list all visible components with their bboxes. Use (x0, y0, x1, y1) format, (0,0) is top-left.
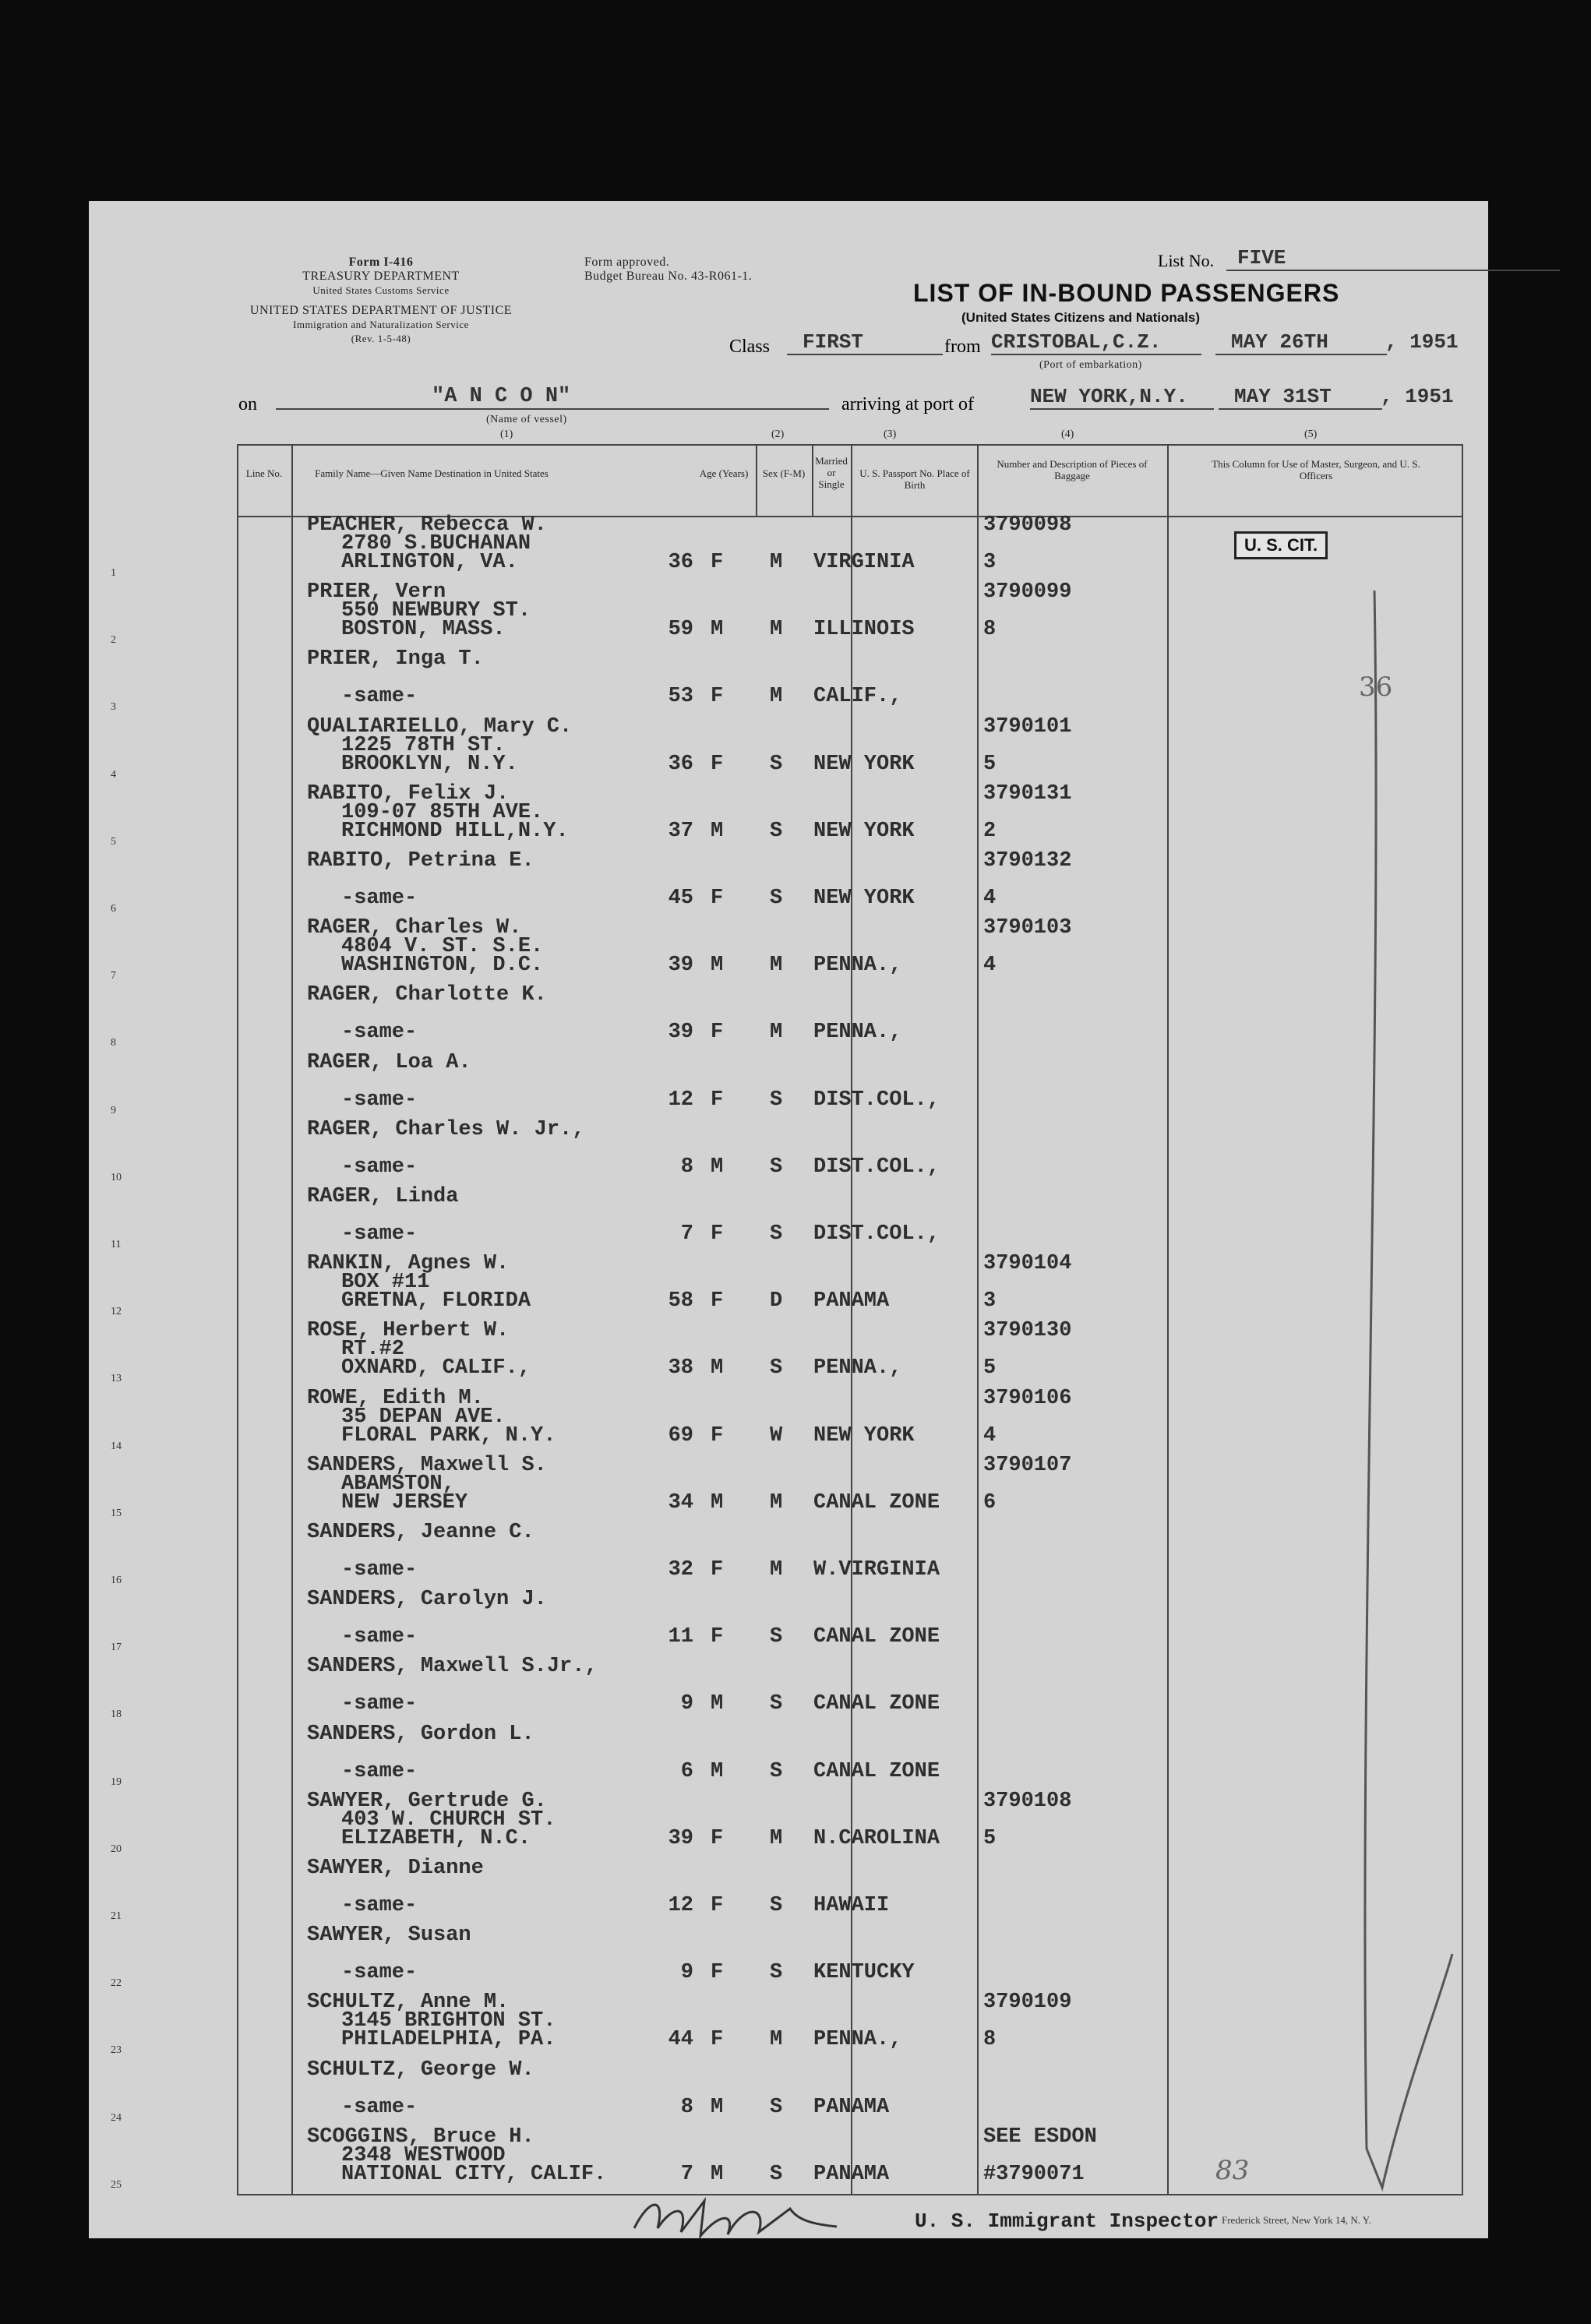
sex: F (711, 1894, 724, 1917)
inspector-signature (626, 2189, 845, 2244)
line-number: 3 (111, 701, 116, 714)
place-of-birth: W.VIRGINIA (813, 1558, 940, 1582)
address-street: 2348 WESTWOOD (341, 2143, 506, 2167)
ins-service: Immigration and Naturalization Service (293, 319, 469, 330)
address-city: PHILADELPHIA, PA. (341, 2028, 556, 2052)
place-of-birth: NEW YORK (813, 887, 915, 910)
header-age: Age (Years) (699, 467, 749, 479)
age: 6 (680, 1759, 693, 1783)
sex: F (711, 1558, 724, 1582)
line-number: 14 (111, 1440, 122, 1452)
column-number-3: (3) (884, 428, 897, 440)
baggage-pieces: 8 (983, 2028, 997, 2052)
address-city: -same- (341, 2095, 418, 2119)
baggage-tag: SEE ESDON (983, 2125, 1097, 2149)
baggage-pieces: 4 (983, 954, 997, 978)
address-street: 1225 78TH ST. (341, 733, 506, 757)
passenger-name: SANDERS, Gordon L. (307, 1722, 534, 1746)
manifest-page (89, 201, 1488, 2238)
form-revision: (Rev. 1-5-48) (351, 333, 411, 344)
place-of-birth: PANAMA (813, 1289, 890, 1314)
marital-status: S (770, 1625, 783, 1649)
marital-status: S (770, 1222, 783, 1246)
line-number: 9 (111, 1104, 116, 1116)
age: 9 (680, 1692, 693, 1716)
place-of-birth: NEW YORK (813, 1423, 915, 1448)
sex: M (711, 2095, 724, 2119)
place-of-birth: CALIF., (813, 685, 902, 709)
vessel-name: "A N C O N" (276, 385, 829, 410)
marital-status: M (770, 1558, 783, 1582)
passenger-name: SCHULTZ, Anne M. (307, 1991, 510, 2015)
line-number: 7 (111, 970, 116, 982)
age: 8 (680, 2095, 693, 2119)
address-city: -same- (341, 1759, 418, 1783)
arrival-year: , 1951 (1381, 385, 1454, 408)
marital-status: S (770, 1356, 783, 1381)
age: 45 (668, 887, 693, 910)
on-label: on (238, 394, 257, 414)
baggage-tag: 3790131 (983, 781, 1072, 806)
age: 11 (668, 1625, 693, 1649)
place-of-birth: CANAL ZONE (813, 1625, 940, 1649)
embark-caption: (Port of embarkation) (1039, 359, 1142, 371)
baggage-pieces: 4 (983, 1423, 997, 1448)
sex: M (711, 1155, 724, 1179)
passenger-name: PEACHER, Rebecca W. (307, 513, 547, 537)
age: 8 (680, 1155, 693, 1179)
column-number-5: (5) (1304, 428, 1318, 440)
marital-status: D (770, 1289, 783, 1314)
address-city: NATIONAL CITY, CALIF. (341, 2162, 607, 2186)
baggage-pieces: 2 (983, 819, 997, 843)
pencil-total: 83 (1215, 2155, 1250, 2186)
embark-port: CRISTOBAL,C.Z. (991, 330, 1201, 355)
marital-status: M (770, 618, 783, 642)
address-street: 3145 BRIGHTON ST. (341, 2009, 556, 2033)
sex: M (711, 819, 724, 843)
passenger-name: PRIER, Inga T. (307, 647, 484, 672)
marital-status: M (770, 1021, 783, 1045)
place-of-birth: PENNA., (813, 2028, 902, 2052)
address-city: OXNARD, CALIF., (341, 1356, 531, 1381)
address-street: RT.#2 (341, 1338, 405, 1362)
baggage-tag: 3790106 (983, 1386, 1072, 1410)
header-married: Married or Single (815, 455, 848, 490)
list-number-label: List No. (1158, 251, 1215, 270)
passenger-name: RAGER, Charlotte K. (307, 983, 547, 1007)
address-city: NEW JERSEY (341, 1490, 468, 1515)
age: 53 (668, 685, 693, 709)
column-number-1: (1) (500, 428, 513, 440)
age: 7 (680, 2162, 693, 2186)
sex: F (711, 1625, 724, 1649)
passenger-name: SAWYER, Susan (307, 1924, 471, 1948)
header-passport: U. S. Passport No. Place of Birth (859, 467, 970, 491)
address-street: 4804 V. ST. S.E. (341, 935, 544, 959)
sex: F (711, 1088, 724, 1112)
passenger-name: SAWYER, Dianne (307, 1857, 484, 1880)
place-of-birth: NEW YORK (813, 752, 915, 776)
age: 37 (668, 819, 693, 843)
address-city: -same- (341, 1088, 418, 1112)
marital-status: M (770, 1826, 783, 1850)
sex: F (711, 887, 724, 910)
passenger-name: RAGER, Charles W. Jr., (307, 1117, 585, 1141)
passenger-name: ROWE, Edith M. (307, 1386, 484, 1410)
address-street: 550 NEWBURY ST. (341, 599, 531, 623)
line-number: 10 (111, 1171, 122, 1183)
class-value: FIRST (787, 330, 943, 355)
passenger-name: SAWYER, Gertrude G. (307, 1789, 547, 1813)
marital-status: S (770, 1692, 783, 1716)
sex: F (711, 1826, 724, 1850)
line-number: 19 (111, 1776, 122, 1788)
passenger-name: SANDERS, Maxwell S.Jr., (307, 1655, 598, 1679)
sex: F (711, 2028, 724, 2052)
line-number: 21 (111, 1910, 122, 1922)
list-number-value: FIVE (1226, 246, 1560, 271)
address-city: -same- (341, 1692, 418, 1716)
from-label: from (944, 337, 981, 357)
line-number: 15 (111, 1507, 122, 1519)
address-street: 35 DEPAN AVE. (341, 1405, 506, 1429)
customs-service: United States Customs Service (312, 284, 450, 296)
place-of-birth: PENNA., (813, 954, 902, 978)
marital-status: W (770, 1423, 783, 1448)
age: 9 (680, 1961, 693, 1985)
passenger-name: SCOGGINS, Bruce H. (307, 2125, 534, 2149)
line-number: 11 (111, 1239, 122, 1250)
passenger-name: RABITO, Petrina E. (307, 849, 534, 873)
age: 59 (668, 618, 693, 642)
passenger-name: RAGER, Linda (307, 1185, 459, 1208)
baggage-pieces: 5 (983, 1356, 997, 1381)
place-of-birth: DIST.COL., (813, 1222, 940, 1246)
passenger-name: QUALIARIELLO, Mary C. (307, 714, 573, 739)
address-city: RICHMOND HILL,N.Y. (341, 819, 569, 843)
address-city: -same- (341, 685, 418, 709)
sex: F (711, 685, 724, 709)
page-title: LIST OF IN-BOUND PASSENGERS (913, 279, 1340, 307)
place-of-birth: CANAL ZONE (813, 1759, 940, 1783)
sex: F (711, 551, 724, 574)
address-city: BROOKLYN, N.Y. (341, 752, 518, 776)
line-number: 6 (111, 903, 116, 915)
passenger-name: RABITO, Felix J. (307, 781, 510, 806)
header-officers: This Column for Use of Master, Surgeon, and U. S. Officers (1212, 458, 1420, 481)
column-number-2: (2) (771, 428, 785, 440)
arriving-label: arriving at port of (841, 394, 974, 414)
address-city: FLORAL PARK, N.Y. (341, 1423, 556, 1448)
form-approved: Form approved. (584, 256, 670, 269)
us-citizen-stamp: U. S. CIT. (1234, 531, 1328, 559)
address-city: WASHINGTON, D.C. (341, 954, 544, 978)
passenger-name: ROSE, Herbert W. (307, 1319, 510, 1343)
baggage-tag: 3790107 (983, 1453, 1072, 1477)
passenger-name: SANDERS, Jeanne C. (307, 1521, 534, 1544)
marital-status: M (770, 954, 783, 978)
address-city: -same- (341, 1021, 418, 1045)
marital-status: M (770, 685, 783, 709)
baggage-pieces: 6 (983, 1490, 997, 1515)
address-city: ARLINGTON, VA. (341, 551, 518, 574)
marital-status: S (770, 2095, 783, 2119)
address-street: 109-07 85TH AVE. (341, 800, 544, 824)
sex: F (711, 752, 724, 776)
age: 58 (668, 1289, 693, 1314)
passenger-name: RAGER, Charles W. (307, 916, 522, 940)
address-city: -same- (341, 1625, 418, 1649)
age: 39 (668, 1021, 693, 1045)
place-of-birth: PANAMA (813, 2095, 890, 2119)
age: 39 (668, 1826, 693, 1850)
place-of-birth: KENTUCKY (813, 1961, 915, 1985)
pencil-count: 36 (1359, 672, 1393, 703)
age: 39 (668, 954, 693, 978)
marital-status: S (770, 1155, 783, 1179)
line-number: 16 (111, 1575, 122, 1586)
place-of-birth: NEW YORK (813, 819, 915, 843)
sex: M (711, 1356, 724, 1381)
age: 36 (668, 752, 693, 776)
header-name: Family Name—Given Name Destination in United States (315, 467, 549, 479)
sex: M (711, 2162, 724, 2186)
sex: F (711, 1222, 724, 1246)
address-city: ELIZABETH, N.C. (341, 1826, 531, 1850)
baggage-tag: 3790099 (983, 580, 1072, 605)
line-number: 13 (111, 1373, 122, 1385)
sex: F (711, 1961, 724, 1985)
line-number: 20 (111, 1843, 122, 1855)
baggage-tag: 3790109 (983, 1991, 1072, 2015)
baggage-pieces: 8 (983, 618, 997, 642)
place-of-birth: VIRGINIA (813, 551, 915, 574)
vessel-caption: (Name of vessel) (486, 414, 567, 425)
arrival-port: NEW YORK,N.Y. (1030, 385, 1214, 410)
marital-status: S (770, 752, 783, 776)
line-number: 22 (111, 1977, 122, 1990)
marital-status: M (770, 2028, 783, 2052)
sex: M (711, 1759, 724, 1783)
sex: F (711, 1423, 724, 1448)
embark-date: MAY 26TH (1215, 330, 1387, 355)
marital-status: S (770, 2162, 783, 2186)
sex: M (711, 1490, 724, 1515)
baggage-pieces: 5 (983, 1826, 997, 1850)
marital-status: S (770, 1088, 783, 1112)
place-of-birth: ILLINOIS (813, 618, 915, 642)
baggage-tag: 3790108 (983, 1789, 1072, 1813)
sex: M (711, 1692, 724, 1716)
line-number: 24 (111, 2111, 122, 2124)
address-city: -same- (341, 887, 418, 910)
place-of-birth: CANAL ZONE (813, 1692, 940, 1716)
address-street: BOX #11 (341, 1271, 430, 1295)
age: 12 (668, 1088, 693, 1112)
embark-year: , 1951 (1385, 330, 1459, 354)
arrival-date: MAY 31ST (1219, 385, 1382, 410)
line-number: 5 (111, 835, 116, 848)
place-of-birth: N.CAROLINA (813, 1826, 940, 1850)
baggage-tag: 3790101 (983, 714, 1072, 739)
header-sex: Sex (F-M) (762, 467, 806, 479)
address-city: -same- (341, 1961, 418, 1985)
address-city: -same- (341, 1155, 418, 1179)
age: 36 (668, 551, 693, 574)
passenger-name: PRIER, Vern (307, 580, 446, 605)
sex: M (711, 954, 724, 978)
line-number: 2 (111, 634, 116, 647)
address-city: -same- (341, 1222, 418, 1246)
passenger-name: SANDERS, Maxwell S. (307, 1453, 547, 1477)
justice-dept: UNITED STATES DEPARTMENT OF JUSTICE (249, 304, 513, 317)
passenger-name: RANKIN, Agnes W. (307, 1252, 510, 1276)
age: 32 (668, 1558, 693, 1582)
line-number: 4 (111, 768, 116, 781)
baggage-pieces: #3790071 (983, 2162, 1085, 2186)
baggage-pieces: 4 (983, 887, 997, 910)
line-number: 12 (111, 1306, 122, 1318)
sex: F (711, 1289, 724, 1314)
sex: M (711, 618, 724, 642)
address-street: ABAMSTON, (341, 1472, 455, 1496)
baggage-tag: 3790103 (983, 916, 1072, 940)
marital-status: S (770, 1894, 783, 1917)
form-number: Form I-416 (348, 256, 414, 269)
header-line-no: Line No. (245, 467, 283, 479)
age: 44 (668, 2028, 693, 2052)
line-number: 25 (111, 2178, 122, 2191)
place-of-birth: CANAL ZONE (813, 1490, 940, 1515)
marital-status: S (770, 1759, 783, 1783)
marital-status: S (770, 819, 783, 843)
baggage-tag: 3790132 (983, 849, 1072, 873)
pencil-check-mark (1258, 567, 1460, 2219)
address-city: -same- (341, 1894, 418, 1917)
sex: F (711, 1021, 724, 1045)
passenger-name: SANDERS, Carolyn J. (307, 1588, 547, 1612)
line-number: 8 (111, 1037, 116, 1049)
baggage-pieces: 3 (983, 551, 997, 574)
place-of-birth: PENNA., (813, 1021, 902, 1045)
place-of-birth: DIST.COL., (813, 1088, 940, 1112)
line-number: 1 (111, 567, 116, 579)
budget-number: Budget Bureau No. 43-R061-1. (584, 270, 753, 283)
place-of-birth: HAWAII (813, 1894, 890, 1917)
address-city: GRETNA, FLORIDA (341, 1289, 531, 1314)
page-subtitle: (United States Citizens and Nationals) (961, 310, 1201, 325)
address-city: -same- (341, 1558, 418, 1582)
line-number: 23 (111, 2044, 122, 2057)
line-number: 18 (111, 1709, 122, 1721)
address-city: BOSTON, MASS. (341, 618, 506, 642)
passenger-name: SCHULTZ, George W. (307, 2058, 534, 2082)
column-number-4: (4) (1061, 428, 1074, 440)
address-street: 403 W. CHURCH ST. (341, 1807, 556, 1832)
baggage-tag: 3790098 (983, 513, 1072, 537)
place-of-birth: DIST.COL., (813, 1155, 940, 1179)
inspector-label: U. S. Immigrant Inspector (915, 2209, 1219, 2233)
address-street: 2780 S.BUCHANAN (341, 532, 531, 555)
age: 12 (668, 1894, 693, 1917)
age: 38 (668, 1356, 693, 1381)
baggage-pieces: 3 (983, 1289, 997, 1314)
passenger-name: RAGER, Loa A. (307, 1050, 471, 1074)
department-name: TREASURY DEPARTMENT (302, 270, 460, 283)
baggage-tag: 3790130 (983, 1319, 1072, 1343)
marital-status: M (770, 551, 783, 574)
age: 7 (680, 1222, 693, 1246)
age: 34 (668, 1490, 693, 1515)
baggage-tag: 3790104 (983, 1252, 1072, 1276)
place-of-birth: PENNA., (813, 1356, 902, 1381)
marital-status: S (770, 1961, 783, 1985)
baggage-pieces: 5 (983, 752, 997, 776)
age: 69 (668, 1423, 693, 1448)
printer-imprint: Frederick Street, New York 14, N. Y. (1222, 2214, 1371, 2226)
class-label: Class (729, 337, 771, 357)
place-of-birth: PANAMA (813, 2162, 890, 2186)
line-number: 17 (111, 1642, 122, 1654)
header-baggage: Number and Description of Pieces of Baggage (997, 458, 1148, 481)
marital-status: M (770, 1490, 783, 1515)
marital-status: S (770, 887, 783, 910)
